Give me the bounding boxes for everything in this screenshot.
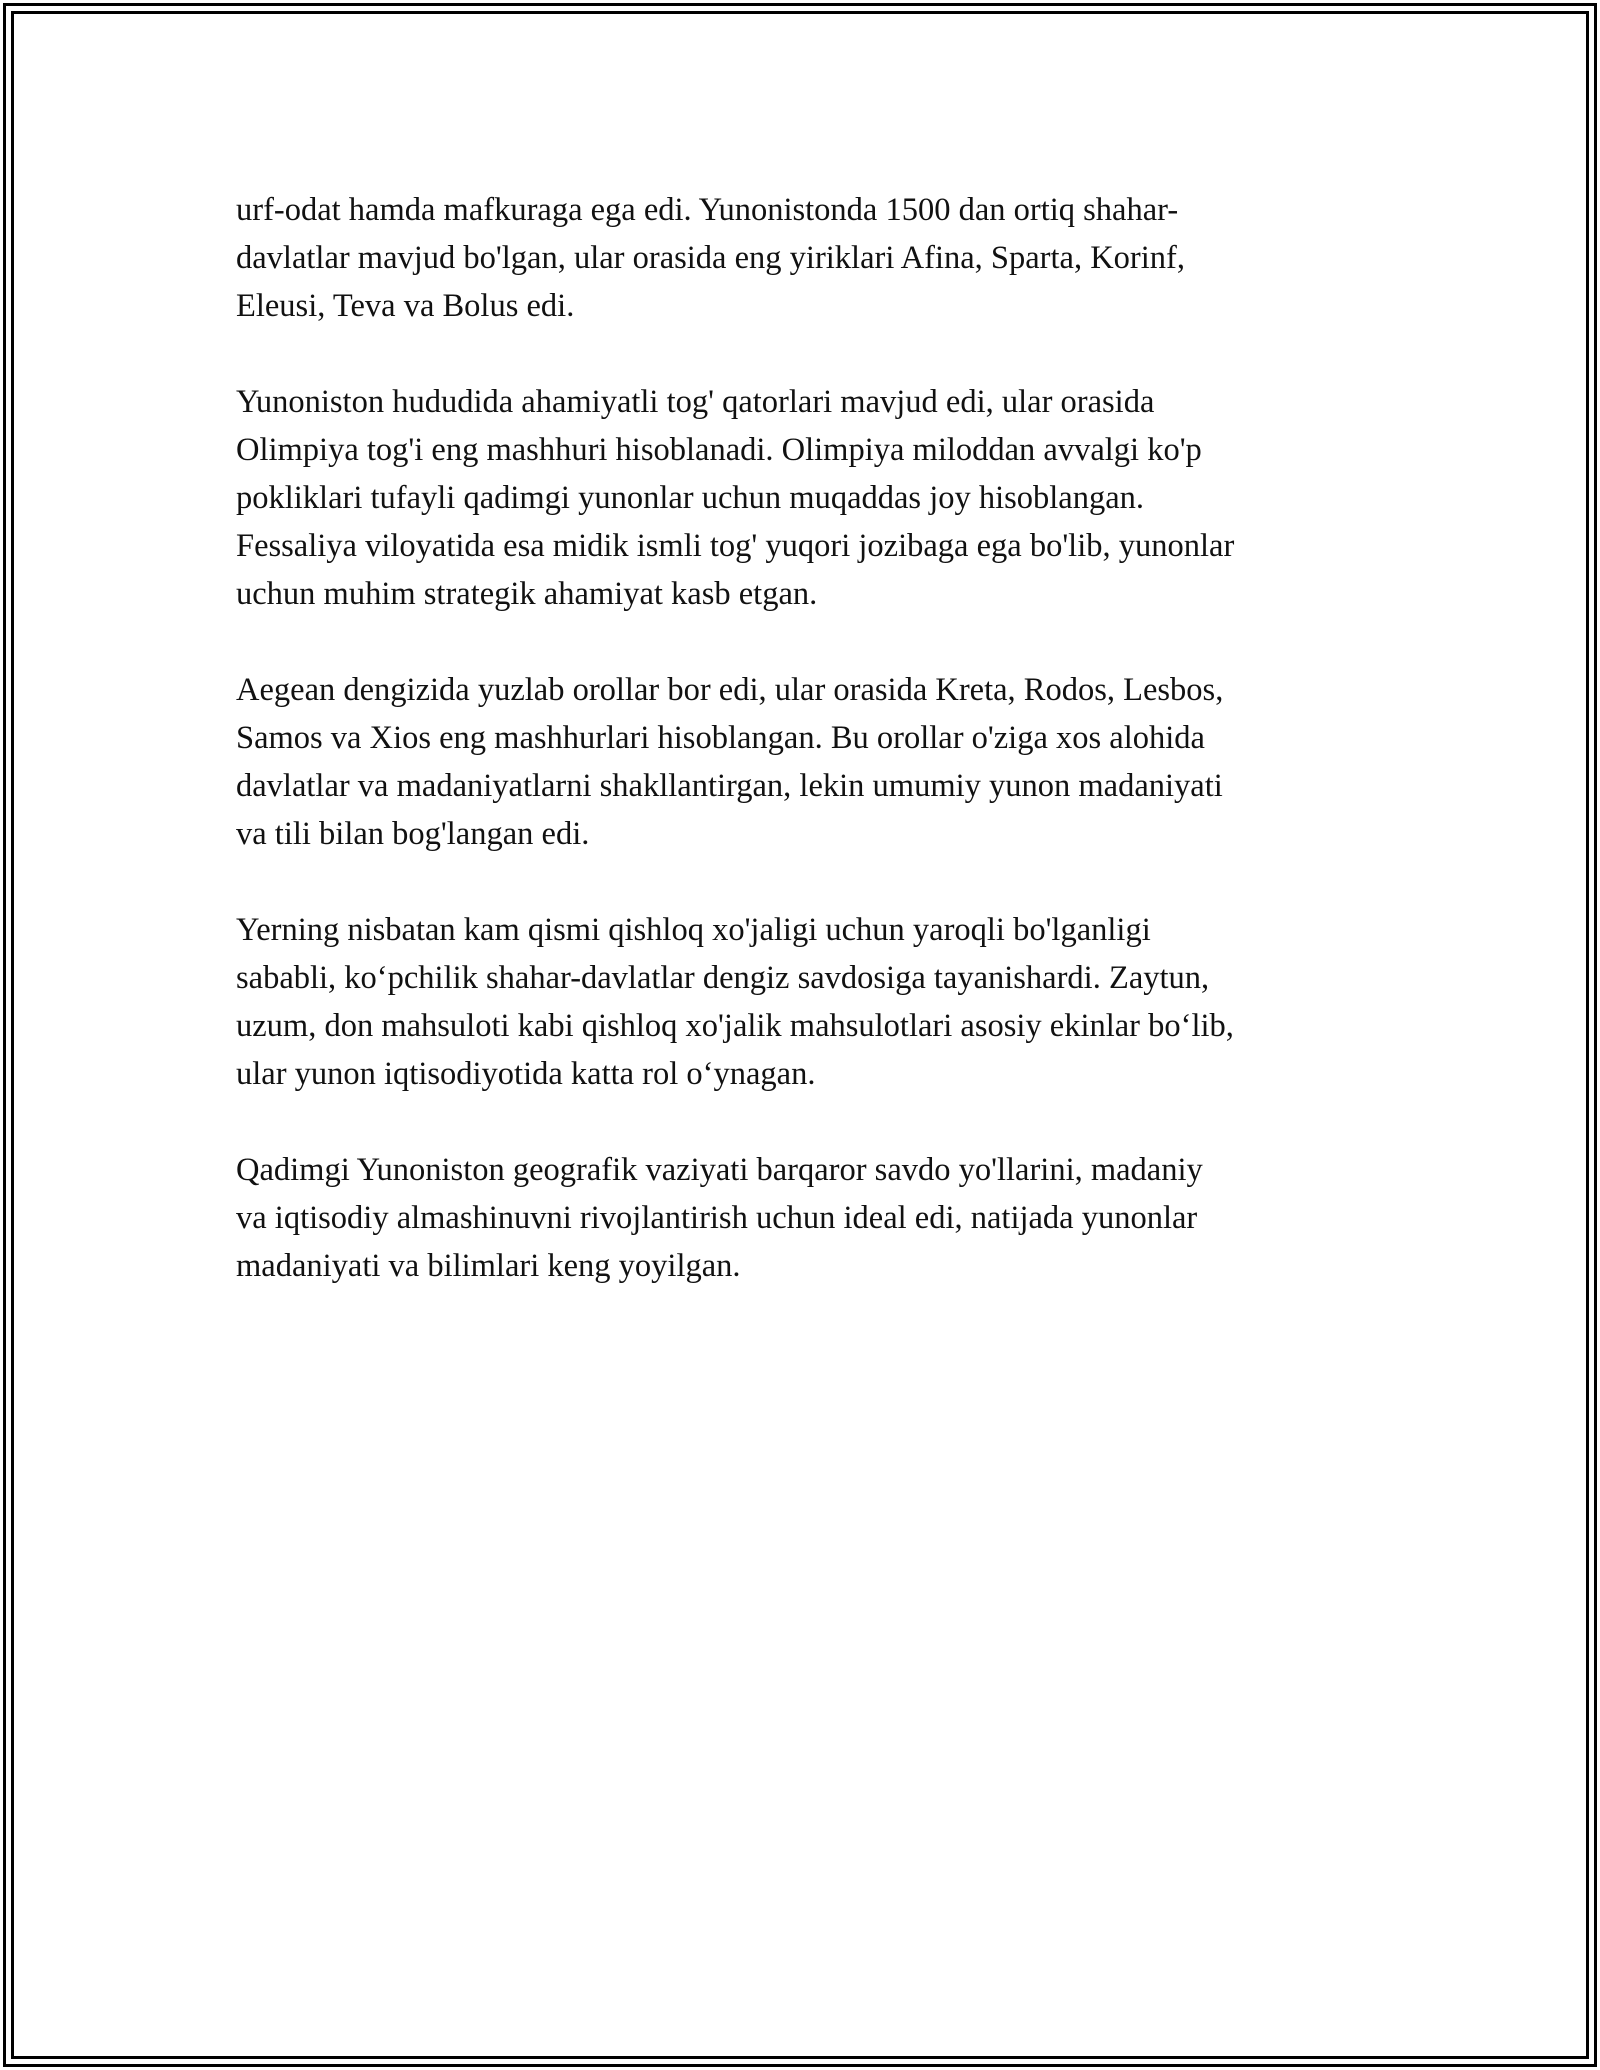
paragraph-5: Qadimgi Yunoniston geografik vaziyati barqaror savdo yo'llarini, madaniy va iqtisodiy almashinuvni rivojlantirish uchun ideal edi, natijada yunonlar madaniyati va bilimlari keng yoyilgan. xyxy=(236,1152,1203,1284)
paragraph-1: urf-odat hamda mafkuraga ega edi. Yunonistonda 1500 dan ortiq shahar- davlatlar mavjud bo'lgan, ular orasida eng yiriklari Afina, Sparta, Korinf, Eleusi, Teva va Bolus edi. xyxy=(236,192,1185,324)
paragraph-4: Yerning nisbatan kam qismi qishloq xo'jaligi uchun yaroqli bo'lganligi sababli, ko‘pchilik shahar-davlatlar dengiz savdosiga tayanishardi. Zaytun, uzum, don mahsuloti kabi qishloq xo'jalik mahsulotlari asosiy ekinlar bo‘lib, ular yunon iqtisodiyotida katta rol o‘ynagan. xyxy=(236,912,1234,1092)
page-content xyxy=(236,186,1376,1338)
paragraph-2: Yunoniston hududida ahamiyatli tog' qatorlari mavjud edi, ular orasida Olimpiya tog'i eng mashhuri hisoblanadi. Olimpiya miloddan avvalgi ko'p pokliklari tufayli qadimgi yunonlar uchun muqaddas joy hisoblangan. Fessaliya viloyatida esa midik ismli tog' yuqori jozibaga ega bo'lib, yunonlar uchun muhim strategik ahamiyat kasb etgan. xyxy=(236,384,1235,612)
paragraph-3: Aegean dengizida yuzlab orollar bor edi, ular orasida Kreta, Rodos, Lesbos, Samos va Xios eng mashhurlari hisoblangan. Bu orollar o'ziga xos alohida davlatlar va madaniyatlarni shakllantirgan, lekin umumiy yunon madaniyati va tili bilan bog'langan edi. xyxy=(236,672,1224,852)
